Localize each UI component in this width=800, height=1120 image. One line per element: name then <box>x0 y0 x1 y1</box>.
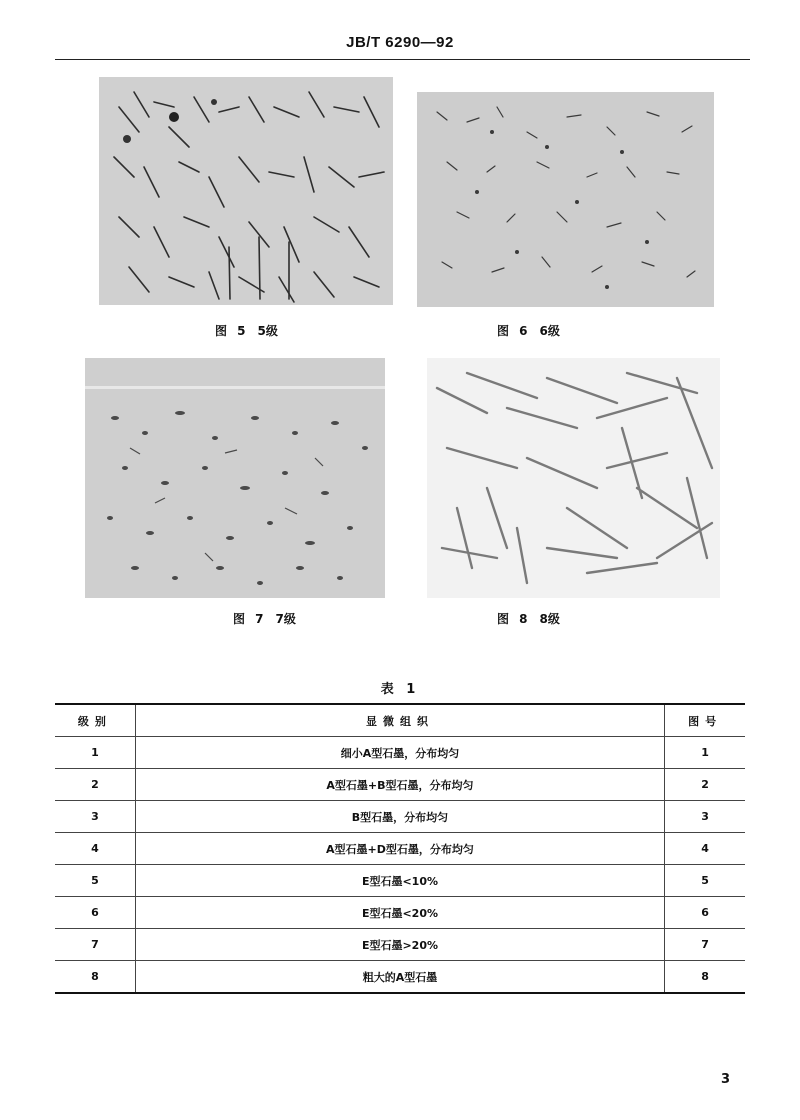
cell-structure: 细小A型石墨，分布均匀 <box>135 737 664 769</box>
table-row <box>55 897 745 929</box>
cell-figure-no: 3 <box>665 801 745 833</box>
cell-structure: B型石墨，分布均匀 <box>135 801 664 833</box>
cell-figure-no: 8 <box>665 961 745 994</box>
cell-structure: E型石墨<20% <box>135 897 664 929</box>
table-row <box>55 769 745 801</box>
figure-6-caption: 图 6 6级 <box>497 324 560 338</box>
table-row <box>55 865 745 897</box>
header-figure-no: 图号 <box>665 704 745 737</box>
cell-figure-no: 5 <box>665 865 745 897</box>
table-row <box>55 833 745 865</box>
cell-grade: 7 <box>55 929 135 961</box>
table-row <box>55 929 745 961</box>
cell-structure: 粗大的A型石墨 <box>135 961 664 994</box>
figure-7-caption: 图 7 7级 <box>233 612 296 626</box>
table-title: 表 1 <box>380 682 420 697</box>
table-header-row <box>55 704 745 737</box>
page-number: 3 <box>720 1072 730 1087</box>
cell-structure: A型石墨+D型石墨，分布均匀 <box>135 833 664 865</box>
figure-5-caption: 图 5 5级 <box>215 324 278 338</box>
header-grade: 级别 <box>55 704 135 737</box>
cell-figure-no: 1 <box>665 737 745 769</box>
cell-grade: 6 <box>55 897 135 929</box>
cell-figure-no: 7 <box>665 929 745 961</box>
header-rule <box>55 59 750 60</box>
cell-grade: 3 <box>55 801 135 833</box>
cell-figure-no: 4 <box>665 833 745 865</box>
cell-figure-no: 2 <box>665 769 745 801</box>
micrograph-figure-8 <box>427 358 720 598</box>
cell-structure: E型石墨<10% <box>135 865 664 897</box>
micrograph-figure-6 <box>417 92 714 307</box>
cell-grade: 4 <box>55 833 135 865</box>
cell-structure: A型石墨+B型石墨，分布均匀 <box>135 769 664 801</box>
micrograph-figure-7 <box>85 358 385 598</box>
cell-grade: 2 <box>55 769 135 801</box>
graphite-grade-table <box>55 703 745 994</box>
cell-structure: E型石墨>20% <box>135 929 664 961</box>
micrograph-figure-5 <box>99 77 393 305</box>
header-structure: 显微组织 <box>135 704 664 737</box>
cell-grade: 1 <box>55 737 135 769</box>
table-row <box>55 737 745 769</box>
figure-8-caption: 图 8 8级 <box>497 612 560 626</box>
document-header: JB/T 6290—92 <box>346 34 454 51</box>
table-row <box>55 801 745 833</box>
cell-grade: 8 <box>55 961 135 994</box>
table-row <box>55 961 745 994</box>
cell-figure-no: 6 <box>665 897 745 929</box>
cell-grade: 5 <box>55 865 135 897</box>
